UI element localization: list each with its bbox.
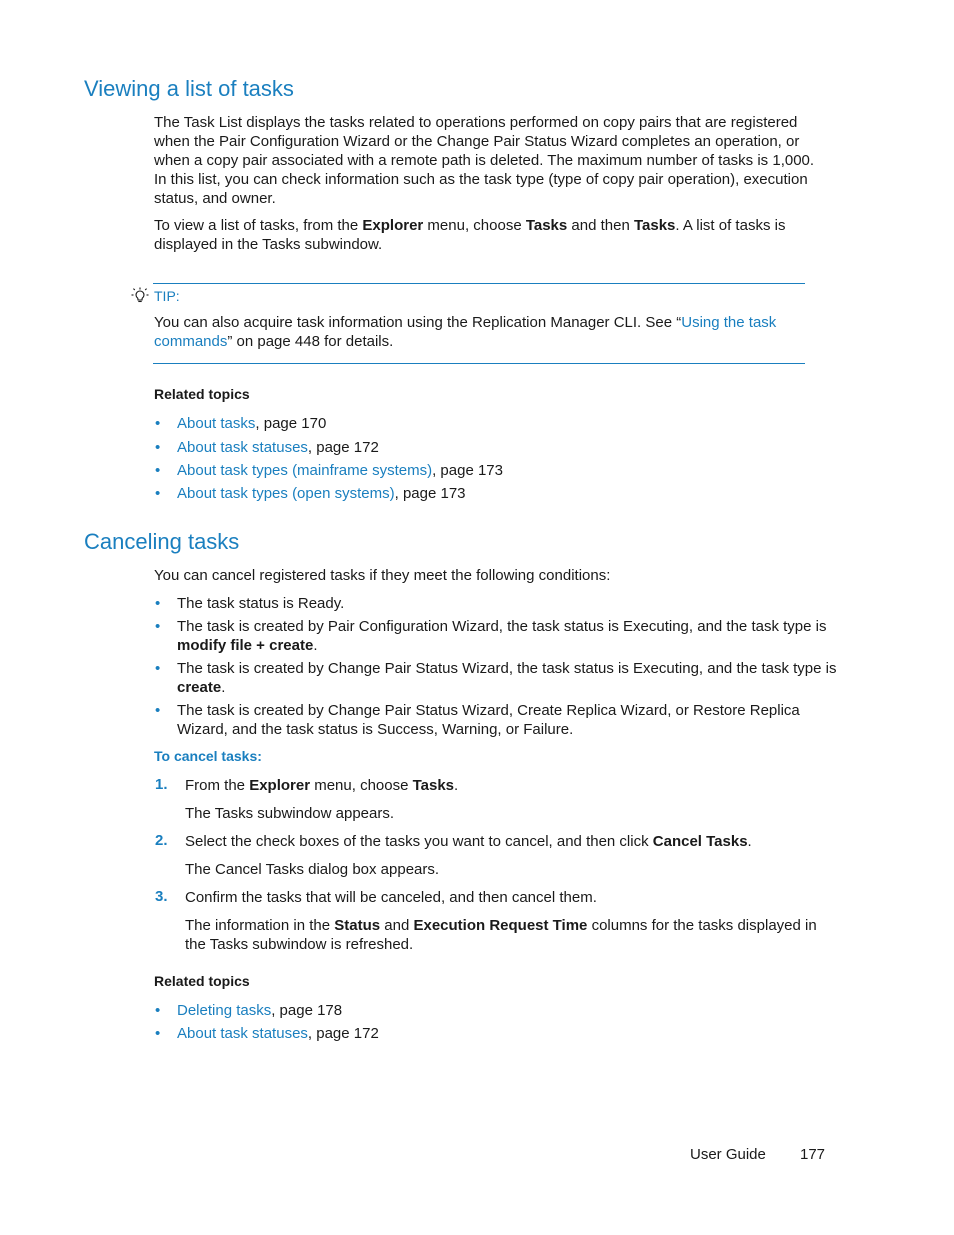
task-type: modify file + create	[177, 637, 314, 654]
column-name: Status	[334, 917, 381, 934]
condition-text: The task is created by Pair Configuration Wizard, the task status is Executing, and the task type is	[177, 618, 827, 635]
lightbulb-icon	[130, 286, 150, 311]
text: columns for the tasks displayed in the Tasks subwindow is refreshed.	[185, 917, 817, 953]
column-name: Execution Request Time	[413, 917, 588, 934]
step-result	[185, 916, 830, 954]
section-title-viewing: Viewing a list of tasks	[84, 76, 294, 101]
related-link[interactable]: About task statuses	[177, 439, 308, 456]
step-number: 1.	[155, 776, 168, 793]
button-name: Cancel Tasks	[652, 833, 748, 850]
page-ref: , page 178	[271, 1002, 343, 1019]
related-topics-heading: Related topics	[154, 973, 250, 989]
menu-name: Explorer	[249, 777, 311, 794]
condition-text: The task status is Ready.	[177, 595, 345, 612]
text: .	[221, 679, 226, 696]
related-link[interactable]: Deleting tasks	[177, 1002, 272, 1019]
cross-reference-link[interactable]: Using the task commands	[154, 314, 777, 350]
condition-text: The task is created by Change Pair Status Wizard, the task status is Executing, and the task type is	[177, 660, 837, 677]
page-ref: , page 173	[432, 462, 503, 479]
step-text	[185, 776, 830, 795]
step-number: 3.	[155, 888, 168, 905]
page-ref: , page 172	[307, 439, 379, 456]
text: and then	[567, 217, 634, 234]
related-link[interactable]: About task statuses	[177, 1025, 308, 1042]
list-item	[155, 594, 849, 613]
text: menu, choose	[310, 777, 413, 794]
text: The information in the	[185, 917, 335, 934]
list-item	[155, 659, 849, 697]
bullet-dot: •	[155, 702, 161, 719]
condition-text: The task is created by Change Pair Status Wizard, Create Replica Wizard, or Restore Replica Wizard, and the task status is Success, Warning, or Failure.	[177, 702, 800, 738]
list-item	[155, 438, 849, 457]
bullet-dot: •	[155, 618, 161, 635]
list-item	[155, 484, 849, 503]
task-type: create	[177, 679, 222, 696]
text: and	[380, 917, 414, 934]
list-item	[155, 617, 849, 655]
section-title-canceling: Canceling tasks	[84, 529, 240, 554]
related-topics-heading: Related topics	[154, 386, 250, 402]
paragraph-task-list: The Task List displays the tasks related to operations performed on copy pairs that are registered when the Pair Configuration Wizard or the Change Pair Status Wizard completes an operation, or when a copy pair associated with a remote path is deleted. The maximum number of tasks is 1,000. In this list, you can check information such as the task type (type of copy pair operation), execution status, and owner.	[154, 114, 815, 207]
text: Select the check boxes of the tasks you want to cancel, and then click	[185, 833, 653, 850]
page-number: 177	[800, 1146, 826, 1163]
step-result: The Cancel Tasks dialog box appears.	[185, 861, 440, 878]
step-result: The Tasks subwindow appears.	[185, 805, 395, 822]
text: .	[747, 833, 752, 850]
related-link[interactable]: About task types (mainframe systems)	[177, 462, 433, 479]
bullet-dot: •	[155, 1002, 161, 1019]
menu-item: Tasks	[525, 217, 568, 234]
text: To view a list of tasks, from the	[154, 217, 363, 234]
page-ref: , page 170	[255, 415, 327, 432]
bullet-dot: •	[155, 462, 161, 479]
text: .	[313, 637, 318, 654]
menu-item: Tasks	[633, 217, 676, 234]
page-ref: , page 172	[307, 1025, 379, 1042]
text: ” on page 448 for details.	[227, 333, 394, 350]
procedure-heading: To cancel tasks:	[154, 748, 262, 764]
menu-item: Tasks	[412, 777, 455, 794]
related-link[interactable]: About task types (open systems)	[177, 485, 395, 502]
list-item	[155, 1001, 849, 1020]
bullet-dot: •	[155, 1025, 161, 1042]
paragraph-view-list	[154, 216, 830, 254]
text: .	[454, 777, 459, 794]
text: . A list of tasks is displayed in the Tasks subwindow.	[154, 217, 786, 253]
list-item	[155, 1024, 849, 1043]
list-item	[155, 414, 849, 433]
paragraph-intro: You can cancel registered tasks if they meet the following conditions:	[154, 567, 611, 584]
list-item	[155, 701, 849, 739]
page-ref: , page 173	[394, 485, 466, 502]
bullet-dot: •	[155, 660, 161, 677]
menu-name: Explorer	[362, 217, 424, 234]
text: menu, choose	[423, 217, 526, 234]
tip-top-rule	[153, 283, 805, 284]
footer-label: User Guide	[690, 1146, 766, 1163]
related-link[interactable]: About tasks	[177, 415, 256, 432]
bullet-dot: •	[155, 439, 161, 456]
step-text	[185, 832, 830, 851]
text: From the	[185, 777, 250, 794]
text: You can also acquire task information using the Replication Manager CLI. See “	[154, 314, 682, 331]
bullet-dot: •	[155, 485, 161, 502]
tip-text	[154, 313, 794, 351]
tip-bottom-rule	[153, 363, 805, 364]
bullet-dot: •	[155, 415, 161, 432]
step-text: Confirm the tasks that will be canceled, and then cancel them.	[185, 889, 597, 906]
list-item	[155, 461, 849, 480]
tip-label: TIP:	[154, 288, 180, 304]
step-number: 2.	[155, 832, 168, 849]
bullet-dot: •	[155, 595, 161, 612]
